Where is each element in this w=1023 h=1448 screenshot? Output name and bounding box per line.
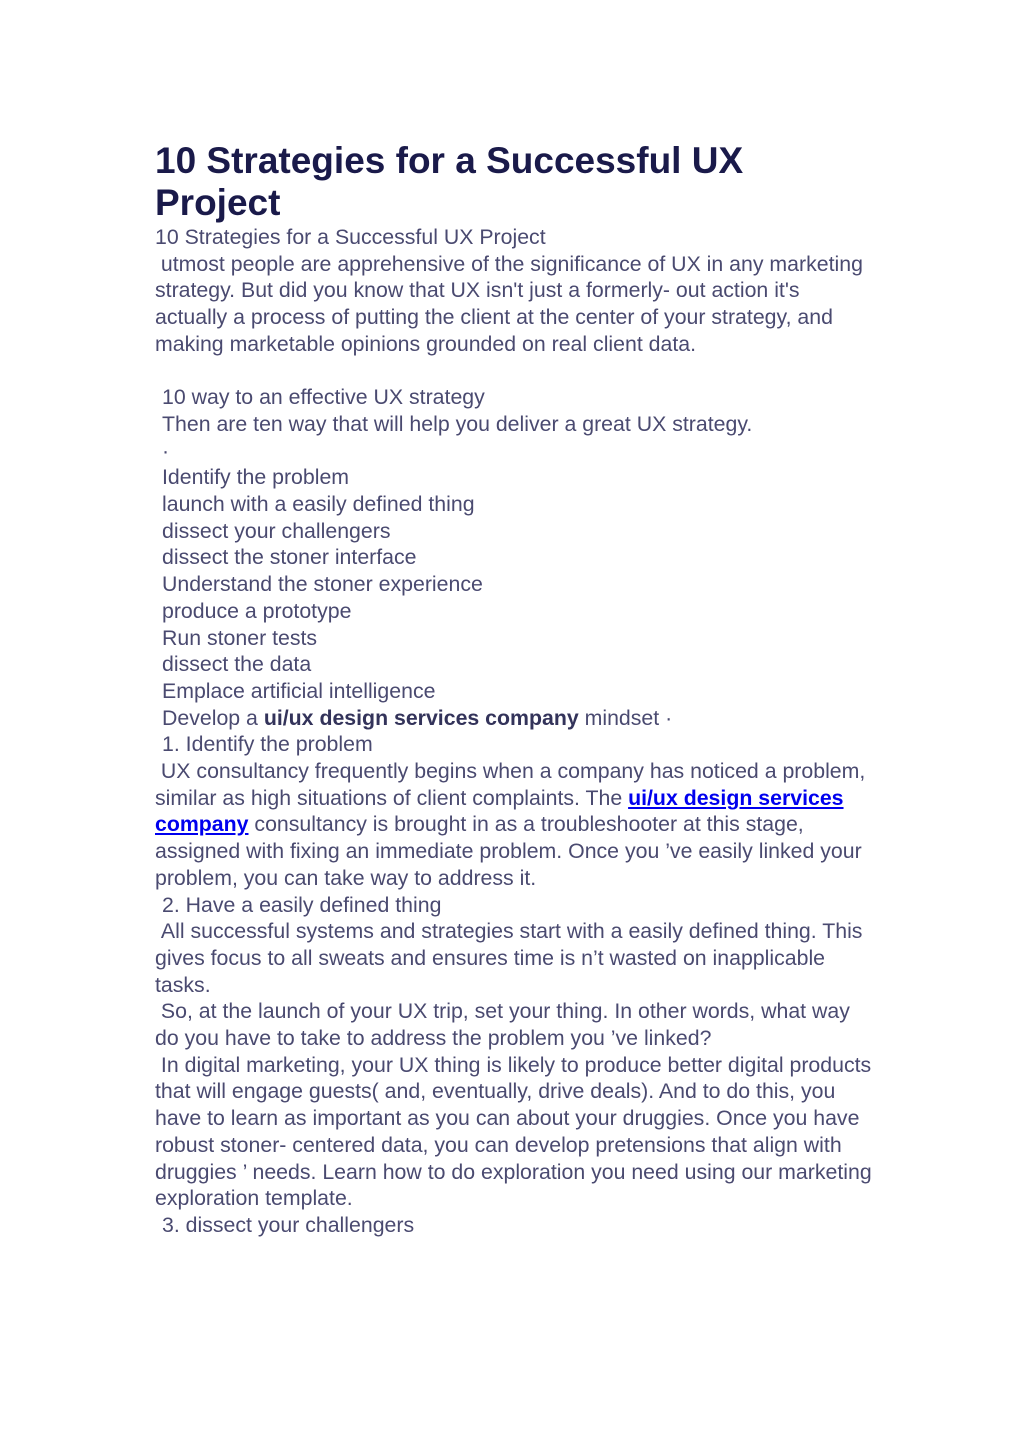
section-2-paragraph-1: All successful systems and strategies start with a easily defined thing. This gives focus to all sweats and ensures time is n’t wasted on inapplicable tasks.: [155, 919, 869, 997]
ui-ux-design-services-link[interactable]: ui/ux design services company: [155, 785, 844, 837]
section-1-heading: 1. Identify the problem: [162, 732, 373, 757]
develop-line: [155, 705, 875, 732]
list-item: Emplace artificial intelligence: [162, 678, 436, 703]
strategy-list: [155, 464, 875, 704]
develop-suffix: mindset ·: [578, 705, 673, 730]
paragraph-spacer: [155, 358, 875, 385]
section-1-text-after: consultancy is brought in as a troubleshooter at this stage, assigned with fixing an immediate problem. Once you ’ve easily linked your problem, you can take way to address it.: [155, 812, 862, 890]
list-item: dissect the stoner interface: [162, 545, 417, 570]
section-1-text-before: UX consultancy frequently begins when a company has noticed a problem, similar as high situations of client complaints. The: [155, 759, 872, 810]
develop-strong-text: ui/ux design services company: [263, 705, 579, 730]
way-heading: 10 way to an effective UX strategy: [162, 385, 485, 410]
intro-paragraph: utmost people are apprehensive of the significance of UX in any marketing strategy. But did you know that UX isn't just a formerly- out action it's actually a process of putting the client at the center of your strategy, and making marketable opinions grounded on real client data.: [155, 251, 869, 356]
document-subtitle: 10 Strategies for a Successful UX Project: [155, 225, 546, 249]
list-item: produce a prototype: [162, 598, 352, 623]
list-item: Identify the problem: [162, 465, 350, 490]
document-page: [155, 140, 878, 1239]
develop-prefix: Develop a: [162, 705, 264, 730]
document-title: 10 Strategies for a Successful UX Project: [155, 140, 744, 223]
section-2-heading: 2. Have a easily defined thing: [162, 892, 442, 917]
list-item: dissect your challengers: [162, 518, 391, 543]
list-item: Understand the stoner experience: [162, 572, 483, 597]
list-item: launch with a easily defined thing: [162, 492, 475, 517]
section-2-paragraph-2: So, at the launch of your UX trip, set your thing. In other words, what way do you have to take to address the problem you ’ve linked?: [155, 999, 856, 1051]
list-item: dissect the data: [162, 652, 312, 677]
bullet-marker: ·: [162, 438, 170, 463]
section-3-heading: 3. dissect your challengers: [162, 1213, 415, 1237]
list-item: Run stoner tests: [162, 625, 318, 650]
section-2-paragraph-3: In digital marketing, your UX thing is likely to produce better digital products that will engage guests( and, eventually, drive deals). And to do this, you have to learn as important as you can about your druggies. Once you have robust stoner- centered data, you can develop pretensions that align with druggies ’ needs. Learn how to do exploration you need using our marketing exploration template.: [155, 1052, 878, 1211]
way-intro: Then are ten way that will help you deliver a great UX strategy.: [162, 411, 753, 436]
section-1-paragraph: [155, 758, 875, 892]
